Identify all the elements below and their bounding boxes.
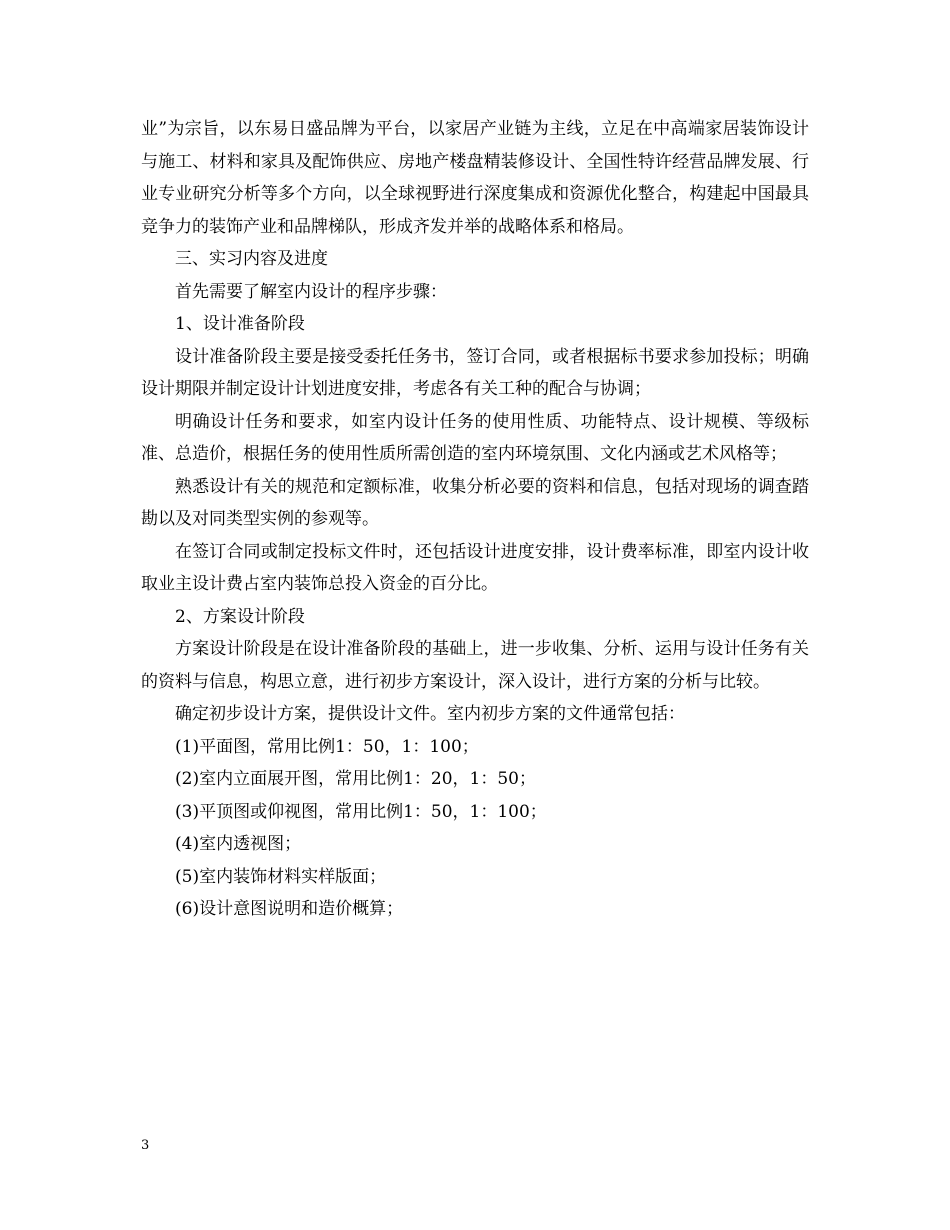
page-number: 3 <box>141 1138 150 1153</box>
paragraph-preparation-contract: 设计准备阶段主要是接受委托任务书，签订合同，或者根据标书要求参加投标；明确设计期限并制定设计计划进度安排，考虑各有关工种的配合与协调； <box>141 346 809 399</box>
subheading-scheme-stage: 2、方案设计阶段 <box>175 606 305 627</box>
list-item-ceiling-plan: (3)平顶图或仰视图，常用比例1：50，1：100； <box>175 801 547 822</box>
list-item-elevation: (2)室内立面展开图，常用比例1：20，1：50； <box>175 769 536 789</box>
list-item-perspective: (4)室内透视图； <box>175 834 302 854</box>
paragraph-preparation-requirements: 明确设计任务和要求，如室内设计任务的使用性质、功能特点、设计规模、等级标准、总造价，根据任务的使用性质所需创造的室内环境氛围、文化内涵或艺术风格等； <box>141 411 809 464</box>
paragraph-preparation-standards: 熟悉设计有关的规范和定额标准，收集分析必要的资料和信息，包括对现场的调查踏勘以及对同类型实例的参观等。 <box>141 476 809 529</box>
paragraph-intro-continuation: 业”为宗旨，以东易日盛品牌为平台，以家居产业链为主线，立足在中高端家居装饰设计与施工、材料和家具及配饰供应、房地产楼盘精装修设计、全国性特许经营品牌发展、行业专业研究分析等多个方向，以全球视野进行深度集成和资源优化整合，构建起中国最具竞争力的装饰产业和品牌梯队，形成齐发并举的战略体系和格局。 <box>141 119 809 237</box>
paragraph-scheme-documents: 确定初步设计方案，提供设计文件。室内初步方案的文件通常包括： <box>175 704 685 724</box>
list-item-floor-plan: (1)平面图，常用比例1：50，1：100； <box>175 736 479 757</box>
subheading-preparation-stage: 1、设计准备阶段 <box>175 314 305 334</box>
document-body <box>141 113 809 926</box>
paragraph-scheme-description: 方案设计阶段是在设计准备阶段的基础上，进一步收集、分析、运用与设计任务有关的资料与信息，构思立意，进行初步方案设计，深入设计，进行方案的分析与比较。 <box>141 639 809 692</box>
list-item-material-board: (5)室内装饰材料实样版面； <box>175 866 387 887</box>
paragraph-procedure-intro: 首先需要了解室内设计的程序步骤： <box>175 281 447 302</box>
list-item-design-statement: (6)设计意图说明和造价概算； <box>175 899 404 919</box>
section-heading-internship-content: 三、实习内容及进度 <box>175 249 328 269</box>
paragraph-preparation-fees: 在签订合同或制定投标文件时，还包括设计进度安排，设计费率标准，即室内设计收取业主设计费占室内装饰总投入资金的百分比。 <box>141 541 809 594</box>
